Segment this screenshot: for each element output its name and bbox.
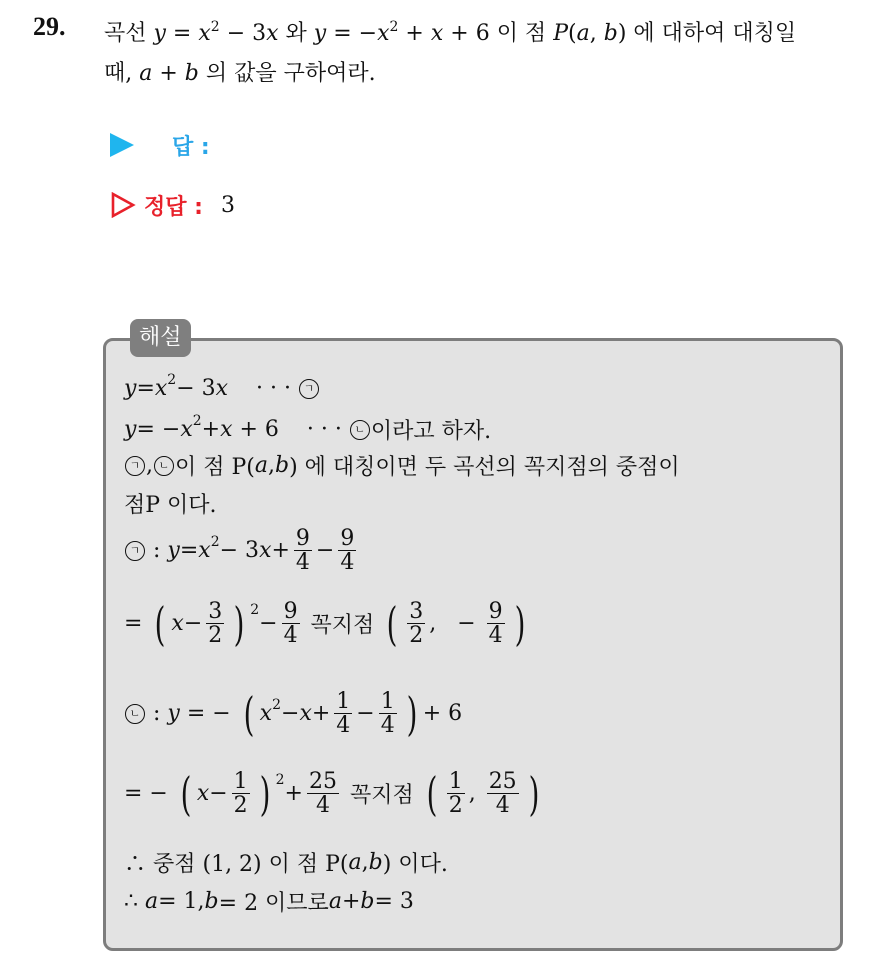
fraction: $\frac{1}{2}$ (233, 769, 248, 819)
solution-line-2: y = − x 2 + x + 6 · · · ㄴ 이라고 하자. (124, 412, 492, 444)
fraction: $\frac{3}{2}$ (208, 599, 223, 649)
solution-line-6: = ( x − $\frac{3}{2}$ ) 2 − $\frac{9}{4}$ 꼭지점 ( $\frac{3}{2}$ , − $\frac{9}{4}$ ) (124, 596, 526, 651)
circled-giyeok-icon: ㄱ (125, 541, 145, 561)
answer-label: 답 : (172, 134, 210, 160)
solution-line-3: ㄱ , ㄴ 이 점 P( a , b ) 에 대칭이면 두 곡선의 꼭지점의 중점이 (124, 450, 680, 481)
fraction: $\frac{25}{4}$ (308, 769, 337, 819)
correct-answer-row (110, 189, 235, 221)
solution-line-1: y = x 2 − 3 x · · · ㄱ (124, 376, 320, 401)
solution-line-9: ∴ 중점 (1, 2) 이 점 P( a , b ) 이다. (124, 850, 448, 877)
play-triangle-icon (110, 133, 134, 157)
correct-answer-value: 3 (220, 192, 235, 218)
fraction: $\frac{1}{2}$ (448, 769, 463, 819)
circled-giyeok-icon: ㄱ (125, 456, 145, 476)
fraction: $\frac{1}{4}$ (380, 689, 395, 739)
answer-row (110, 129, 210, 161)
fraction: $\frac{9}{4}$ (340, 526, 355, 576)
solution-line-7: ㄴ : y = − ( x 2 − x + $\frac{1}{4}$ − $\frac{1}{4}$ ) + 6 (124, 690, 462, 737)
fraction: $\frac{1}{4}$ (336, 689, 351, 739)
fraction: $\frac{9}{4}$ (283, 599, 298, 649)
fraction: $\frac{3}{2}$ (409, 599, 424, 649)
question-text-line1: 곡선 $y = x^2 - 3x$ 와 $y = -x^2 + x + 6$ 이 점 P(a, b) 에 대하여 대칭일 (104, 19, 797, 46)
fraction: $\frac{9}{4}$ (488, 599, 503, 649)
circled-nieun-icon: ㄴ (125, 704, 145, 724)
question-number: 29. (33, 12, 66, 41)
solution-line-8: = − ( x − $\frac{1}{2}$ ) 2 + $\frac{25}{4}$ 꼭지점 ( $\frac{1}{2}$ , $\frac{25}{4}$ ) (124, 766, 540, 821)
circled-nieun-icon: ㄴ (350, 420, 370, 440)
correct-answer-label: 정답 : (144, 194, 203, 220)
solution-line-5: ㄱ : y = x 2 − 3 x + $\frac{9}{4}$ − $\frac{9}{4}$ (124, 527, 360, 574)
fraction: $\frac{25}{4}$ (488, 769, 517, 819)
circled-nieun-icon: ㄴ (154, 456, 174, 476)
outline-triangle-icon (110, 192, 136, 218)
solution-line-4: 점P 이다. (124, 493, 217, 518)
question-text-line2: 때, a + b 의 값을 구하여라. (104, 61, 376, 86)
solution-tag: 해설 (130, 319, 191, 357)
solution-line-10: ∴ a = 1, b = 2 이므로 a + b = 3 (124, 889, 414, 916)
circled-giyeok-icon: ㄱ (299, 379, 319, 399)
fraction: $\frac{9}{4}$ (295, 526, 310, 576)
